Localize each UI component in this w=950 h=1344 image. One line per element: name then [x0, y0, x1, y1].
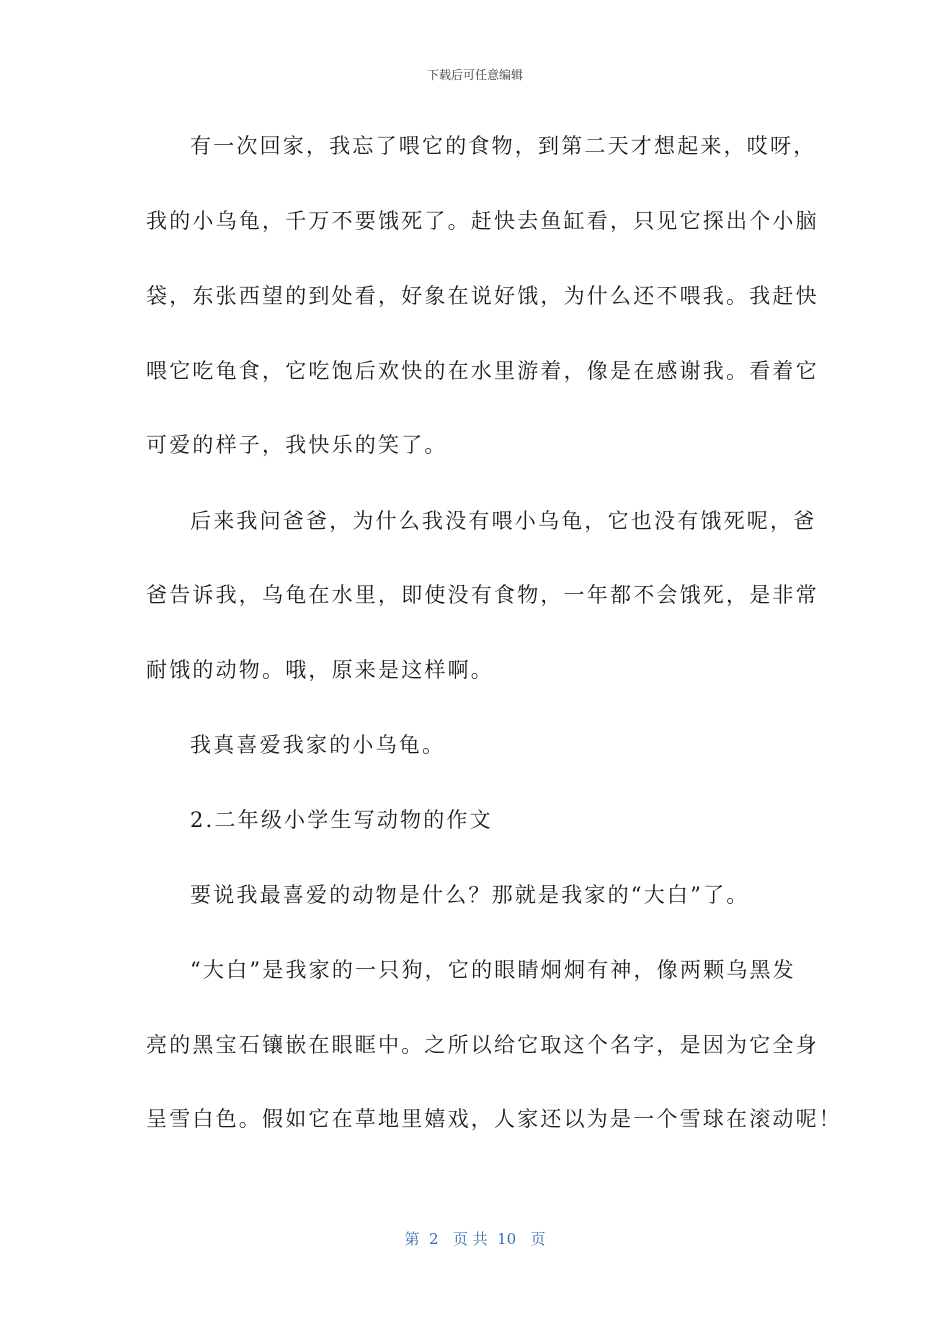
- paragraph-line: “大白”是我家的一只狗，它的眼睛炯炯有神，像两颗乌黑发: [190, 958, 796, 982]
- paragraph-line: 有一次回家，我忘了喂它的食物，到第二天才想起来，哎呀，: [190, 134, 817, 158]
- paragraph-line: 爸告诉我，乌龟在水里，即使没有食物，一年都不会饿死，是非常: [146, 583, 819, 607]
- paragraph-line: 要说我最喜爱的动物是什么？那就是我家的“大白”了。: [190, 883, 750, 907]
- paragraph-line: 亮的黑宝石镶嵌在眼眶中。之所以给它取这个名字，是因为它全身: [146, 1033, 819, 1057]
- paragraph-line: 可爱的样子，我快乐的笑了。: [146, 433, 448, 457]
- paragraph-line: 我真喜爱我家的小乌龟。: [190, 733, 446, 757]
- paragraph-line: 呈雪白色。假如它在草地里嬉戏，人家还以为是一个雪球在滚动呢！: [146, 1107, 842, 1131]
- paragraph-line: 喂它吃龟食，它吃饱后欢快的在水里游着，像是在感谢我。看着它: [146, 359, 819, 383]
- paragraph-line: 我的小乌龟，千万不要饿死了。赶快去鱼缸看，只见它探出个小脑: [146, 209, 819, 233]
- section-heading: 2.二年级小学生写动物的作文: [190, 808, 493, 832]
- paragraph-line: 后来我问爸爸，为什么我没有喂小乌龟，它也没有饿死呢，爸: [190, 509, 817, 533]
- paragraph-line: 耐饿的动物。哦，原来是这样啊。: [146, 658, 494, 682]
- paragraph-line: 袋，东张西望的到处看，好象在说好饿，为什么还不喂我。我赶快: [146, 284, 819, 308]
- header-note: 下载后可任意编辑: [426, 68, 523, 82]
- page-number: 第 2 页 共 10 页: [404, 1230, 546, 1248]
